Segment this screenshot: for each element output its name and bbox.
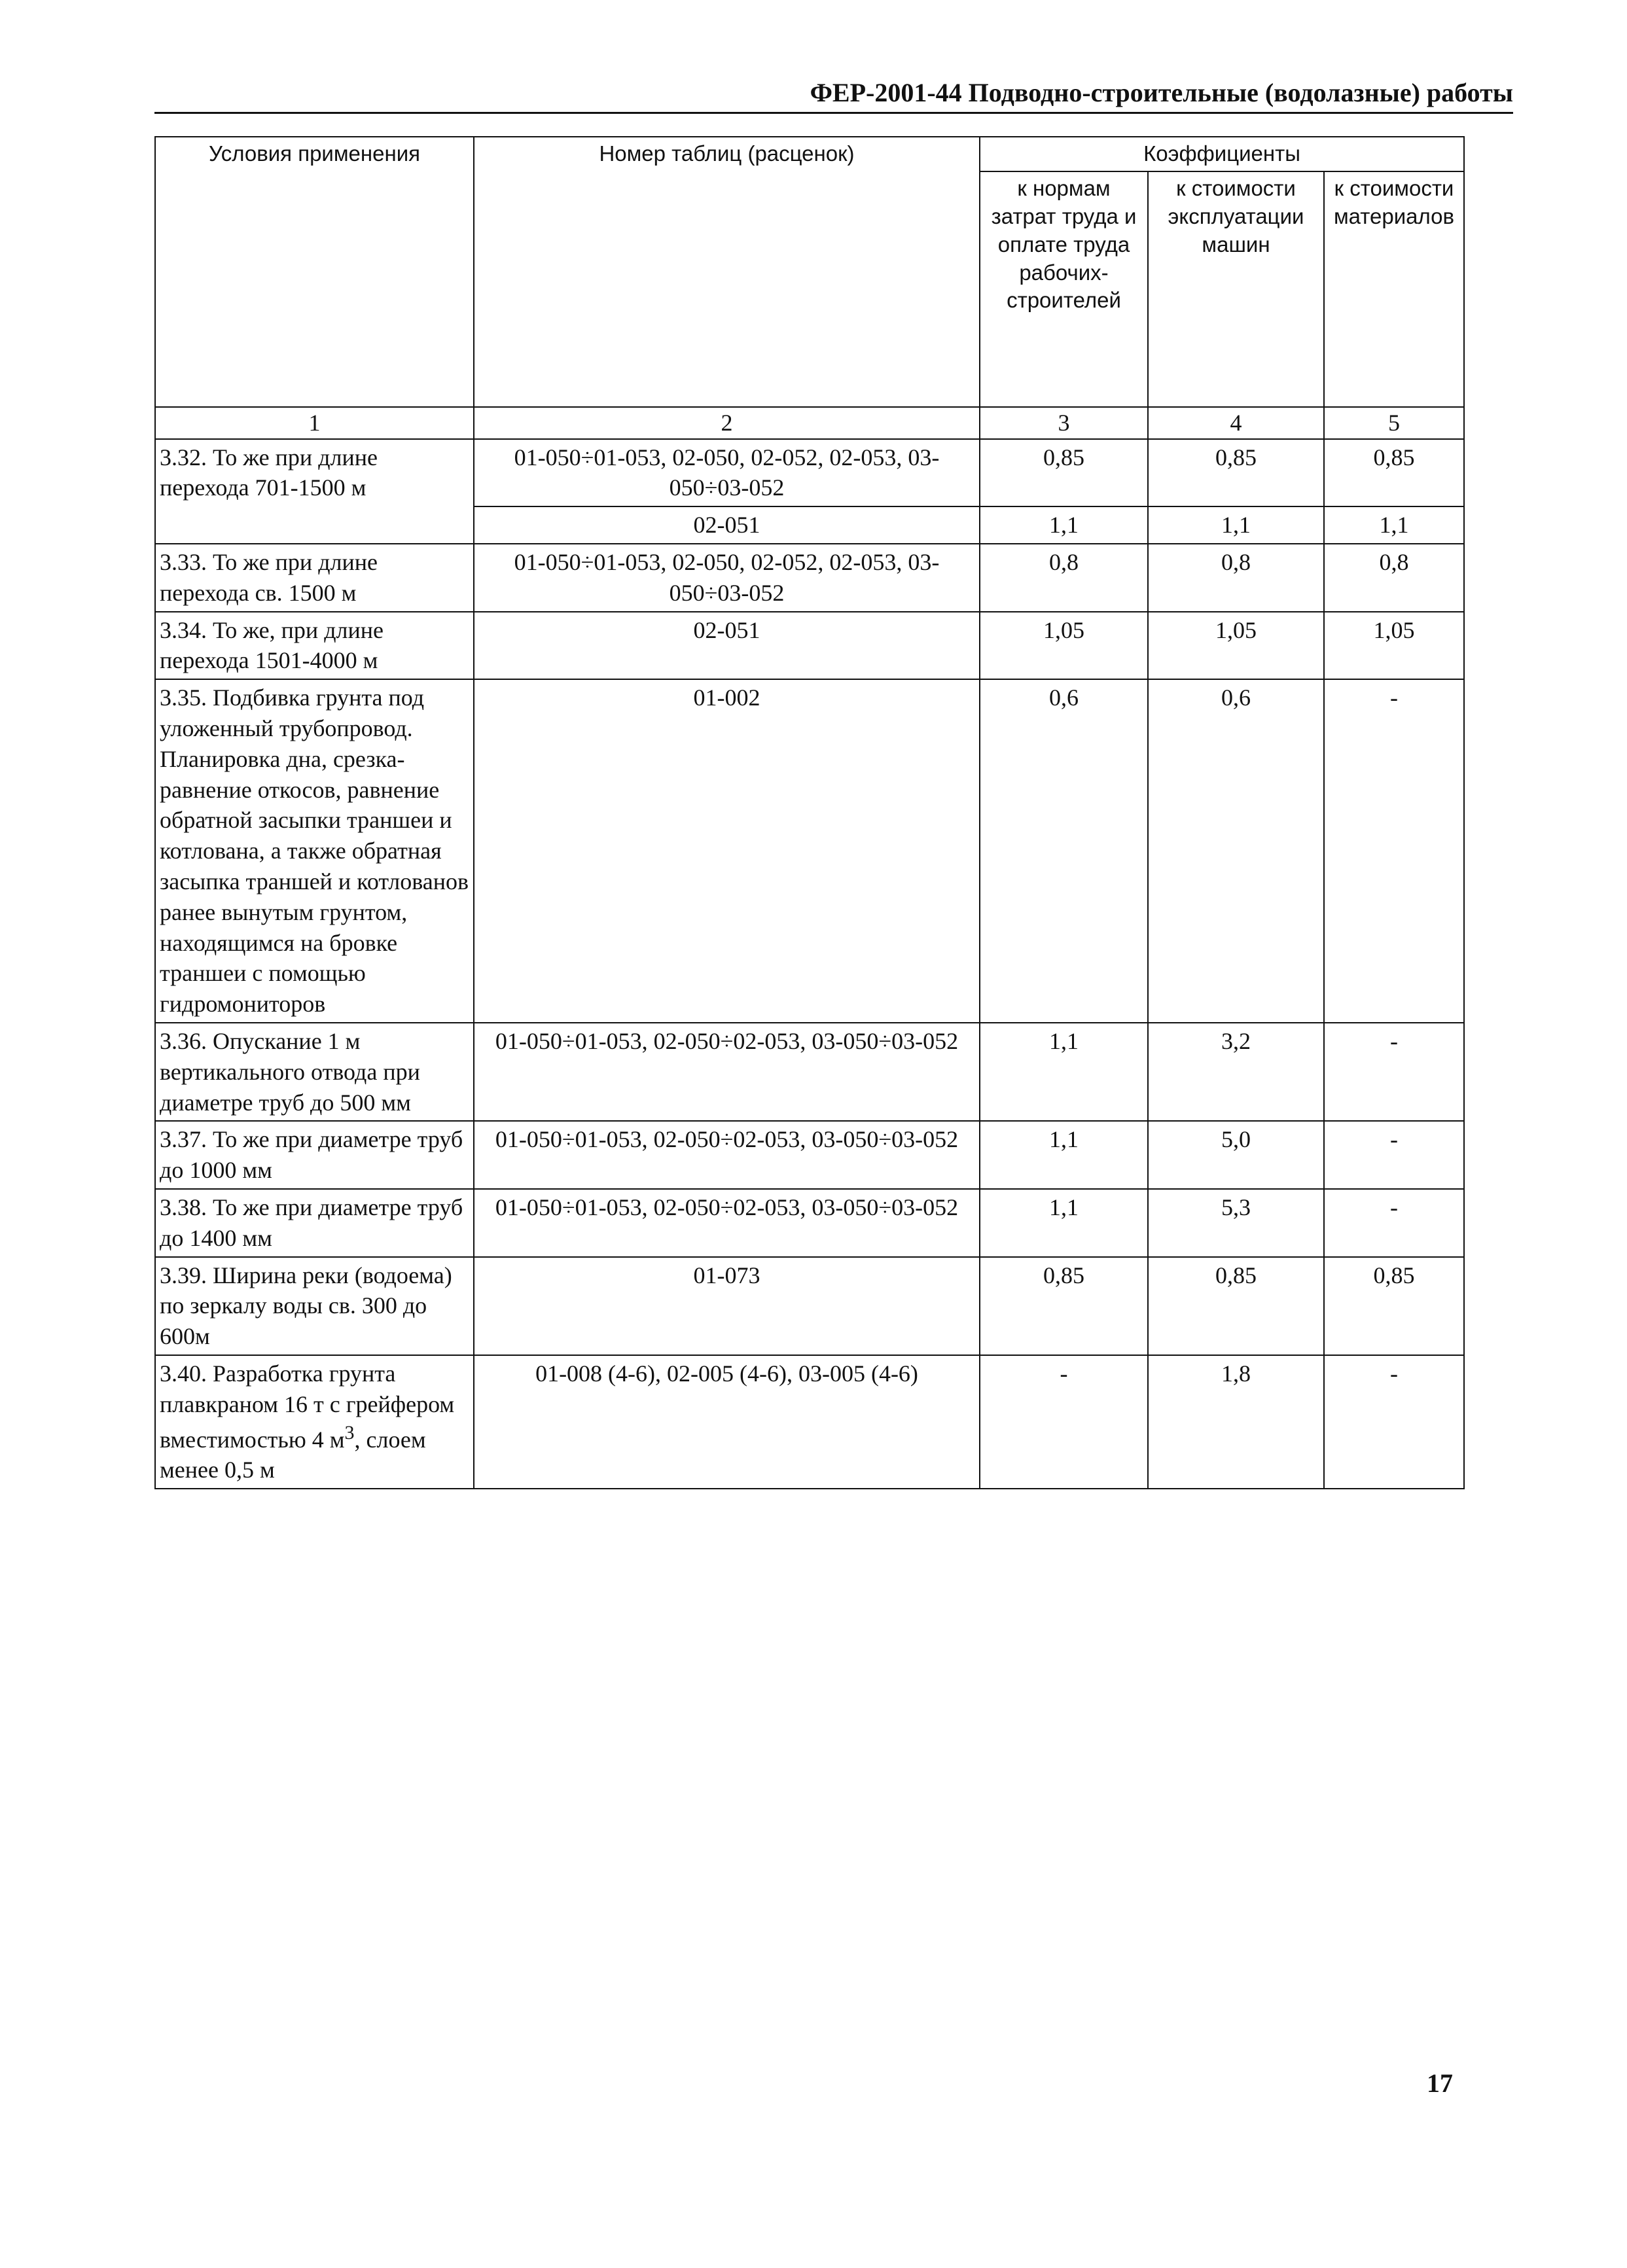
materials-coef-cell: 0,85 <box>1324 1257 1464 1355</box>
condition-cell: 3.38. То же при диаметре труб до 1400 мм <box>155 1189 474 1257</box>
condition-cell: 3.37. То же при диаметре труб до 1000 мм <box>155 1121 474 1189</box>
header-conditions: Условия применения <box>155 137 474 407</box>
table-row <box>155 544 1464 612</box>
table-row <box>155 1257 1464 1355</box>
header-machines: к стоимости эксплуатации машин <box>1148 171 1324 407</box>
table-numbers-cell: 01-050÷01-053, 02-050÷02-053, 03-050÷03-052 <box>474 1121 980 1189</box>
labor-coef-cell: 0,6 <box>980 679 1148 1023</box>
column-number: 2 <box>474 407 980 439</box>
labor-coef-cell: 0,85 <box>980 439 1148 507</box>
table-numbers-cell: 02-051 <box>474 612 980 680</box>
labor-coef-cell: - <box>980 1355 1148 1489</box>
header-labor: к нормам затрат труда и оплате труда рабочих-строителей <box>980 171 1148 407</box>
condition-cell: 3.39. Ширина реки (водоема) по зеркалу воды св. 300 до 600м <box>155 1257 474 1355</box>
materials-coef-cell: - <box>1324 1121 1464 1189</box>
table-numbers-cell: 01-073 <box>474 1257 980 1355</box>
column-number: 1 <box>155 407 474 439</box>
header-coefficients: Коэффициенты <box>980 137 1464 171</box>
materials-coef-cell: - <box>1324 1189 1464 1257</box>
page-header <box>154 77 1513 114</box>
table-row <box>155 1355 1464 1489</box>
machines-coef-cell: 1,8 <box>1148 1355 1324 1489</box>
column-number-row <box>155 407 1464 439</box>
machines-coef-cell: 0,8 <box>1148 544 1324 612</box>
table-numbers-cell: 01-002 <box>474 679 980 1023</box>
machines-coef-cell: 0,6 <box>1148 679 1324 1023</box>
labor-coef-cell: 0,8 <box>980 544 1148 612</box>
condition-cell <box>155 1355 474 1489</box>
machines-coef-cell: 0,85 <box>1148 1257 1324 1355</box>
labor-coef-cell: 1,1 <box>980 506 1148 544</box>
materials-coef-cell: - <box>1324 679 1464 1023</box>
table-row <box>155 1023 1464 1121</box>
machines-coef-cell: 5,0 <box>1148 1121 1324 1189</box>
machines-coef-cell: 0,85 <box>1148 439 1324 507</box>
table-row <box>155 1189 1464 1257</box>
header-materials: к стоимости материалов <box>1324 171 1464 407</box>
condition-cell: 3.34. То же, при длине перехода 1501-4000 м <box>155 612 474 680</box>
table-numbers-cell: 01-050÷01-053, 02-050÷02-053, 03-050÷03-052 <box>474 1023 980 1121</box>
table-numbers-cell: 01-050÷01-053, 02-050, 02-052, 02-053, 03-050÷03-052 <box>474 544 980 612</box>
column-number: 4 <box>1148 407 1324 439</box>
labor-coef-cell: 1,1 <box>980 1189 1148 1257</box>
materials-coef-cell: 0,8 <box>1324 544 1464 612</box>
machines-coef-cell: 3,2 <box>1148 1023 1324 1121</box>
labor-coef-cell: 1,1 <box>980 1023 1148 1121</box>
machines-coef-cell: 1,1 <box>1148 506 1324 544</box>
condition-cell: 3.33. То же при длине перехода св. 1500 м <box>155 544 474 612</box>
document-title: ФЕР-2001-44 Подводно-строительные (водолазные) работы <box>810 78 1513 107</box>
table-row <box>155 439 1464 507</box>
materials-coef-cell: - <box>1324 1023 1464 1121</box>
table-numbers-cell: 01-050÷01-053, 02-050÷02-053, 03-050÷03-052 <box>474 1189 980 1257</box>
labor-coef-cell: 1,05 <box>980 612 1148 680</box>
coefficients-table <box>154 136 1465 1489</box>
condition-cell: 3.32. То же при длине перехода 701-1500 м <box>155 439 474 544</box>
page-number: 17 <box>1427 2068 1453 2098</box>
table-numbers-cell: 01-050÷01-053, 02-050, 02-052, 02-053, 03-050÷03-052 <box>474 439 980 507</box>
table-numbers-cell: 02-051 <box>474 506 980 544</box>
materials-coef-cell: 1,05 <box>1324 612 1464 680</box>
condition-cell: 3.36. Опускание 1 м вертикального отвода при диаметре труб до 500 мм <box>155 1023 474 1121</box>
labor-coef-cell: 1,1 <box>980 1121 1148 1189</box>
materials-coef-cell: 1,1 <box>1324 506 1464 544</box>
column-number: 3 <box>980 407 1148 439</box>
column-number: 5 <box>1324 407 1464 439</box>
table-row <box>155 1121 1464 1189</box>
table-row <box>155 679 1464 1023</box>
machines-coef-cell: 1,05 <box>1148 612 1324 680</box>
materials-coef-cell: - <box>1324 1355 1464 1489</box>
table-row <box>155 612 1464 680</box>
condition-text-suffix: , слоем менее 0,5 м <box>160 1426 426 1483</box>
condition-text: 3.40. Разработка грунта плавкраном 16 т с грейфером вместимостью 4 м <box>160 1360 455 1453</box>
superscript-3: 3 <box>344 1421 355 1444</box>
labor-coef-cell: 0,85 <box>980 1257 1148 1355</box>
table-numbers-cell: 01-008 (4-6), 02-005 (4-6), 03-005 (4-6) <box>474 1355 980 1489</box>
header-table-numbers: Номер таблиц (расценок) <box>474 137 980 407</box>
condition-cell: 3.35. Подбивка грунта под уложенный трубопровод. Планировка дна, срезка-равнение откосов, равнение обратной засыпки траншеи и котлована, а также обратная засыпка траншей и котлованов ранее вынутым грунтом, находящимся на бровке траншеи с помощью гидромониторов <box>155 679 474 1023</box>
materials-coef-cell: 0,85 <box>1324 439 1464 507</box>
machines-coef-cell: 5,3 <box>1148 1189 1324 1257</box>
